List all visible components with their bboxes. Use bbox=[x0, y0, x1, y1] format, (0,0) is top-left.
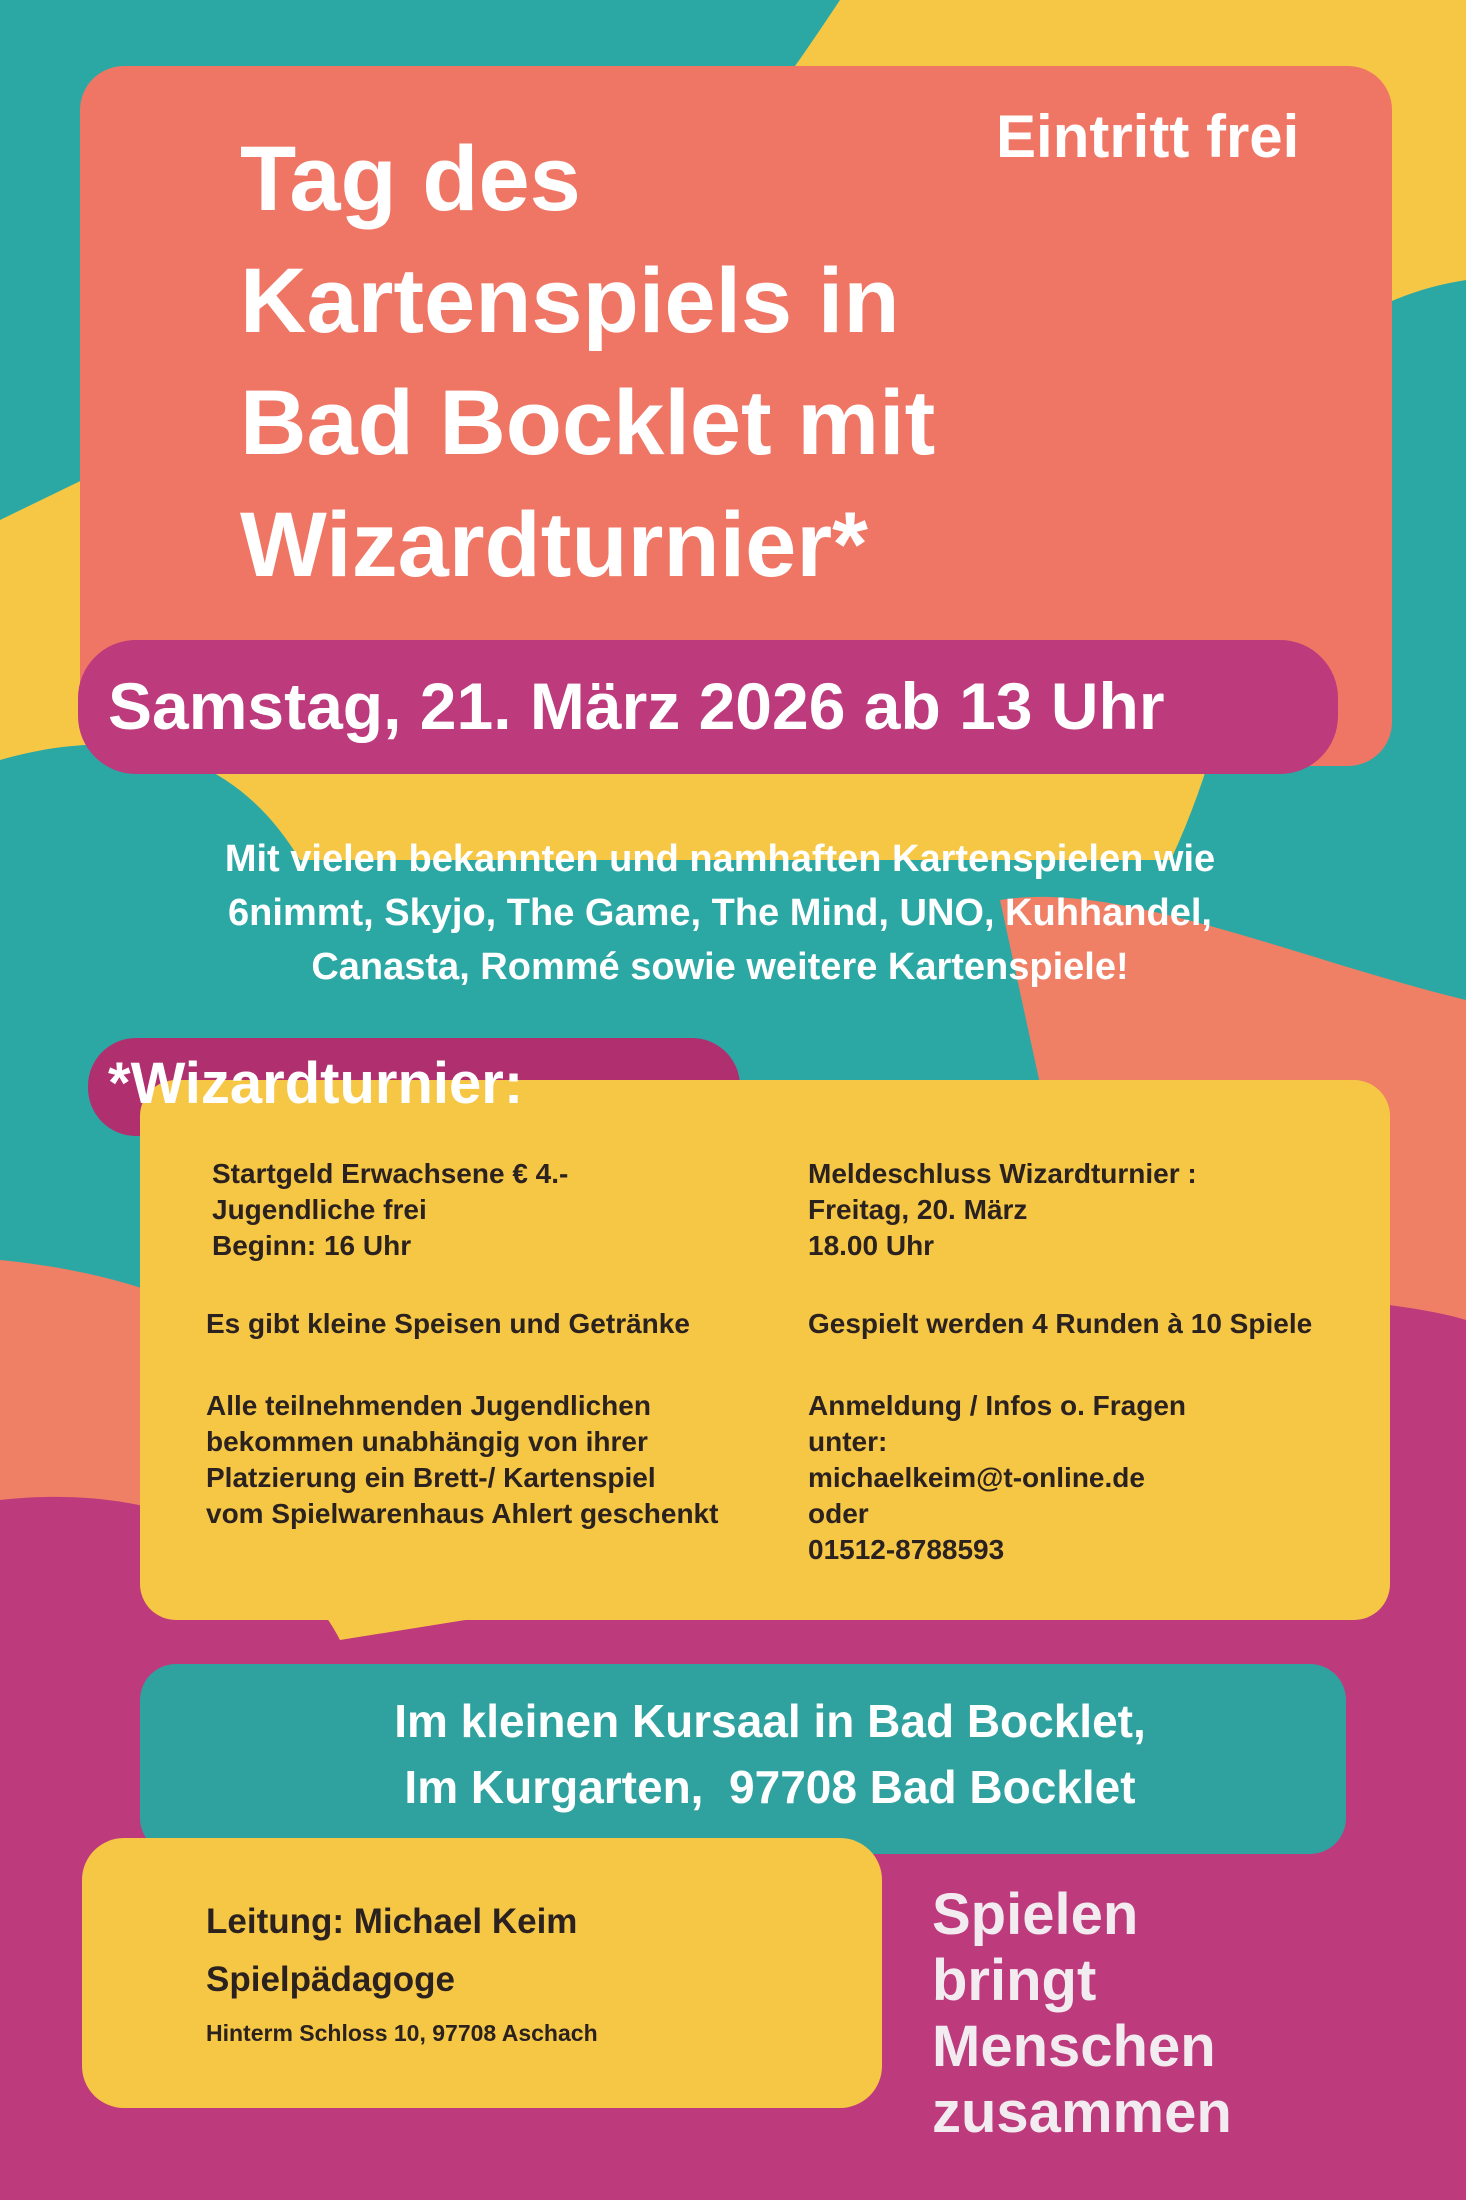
contact-email[interactable]: michaelkeim@t-online.de bbox=[808, 1462, 1145, 1493]
slogan-line: zusammen bbox=[932, 2080, 1232, 2145]
leader-name: Leitung: Michael Keim bbox=[206, 1902, 578, 1941]
event-date: Samstag, 21. März 2026 ab 13 Uhr bbox=[108, 669, 1165, 743]
location-line: Im Kurgarten, 97708 Bad Bocklet bbox=[404, 1761, 1136, 1813]
wizard-heading: *Wizardturnier: bbox=[108, 1051, 524, 1116]
slogan-line: Menschen bbox=[932, 2014, 1216, 2079]
fee-line: Beginn: 16 Uhr bbox=[212, 1230, 412, 1261]
contact-phone[interactable]: 01512-8788593 bbox=[808, 1534, 1005, 1565]
fee-line: Startgeld Erwachsene € 4.- bbox=[212, 1158, 569, 1189]
contact-line: Anmeldung / Infos o. Fragen bbox=[808, 1390, 1186, 1421]
deadline-line: 18.00 Uhr bbox=[808, 1230, 935, 1261]
contact-line: unter: bbox=[808, 1426, 888, 1457]
slogan-line: bringt bbox=[932, 1948, 1097, 2013]
leader-role: Spielpädagoge bbox=[206, 1960, 455, 1999]
slogan bbox=[932, 1882, 1232, 2146]
poster-title: Tag des Kartenspiels in Bad Bocklet mit Wizardturnier* bbox=[240, 128, 936, 596]
food-note: Es gibt kleine Speisen und Getränke bbox=[206, 1308, 690, 1339]
entry-free-badge: Eintritt frei bbox=[996, 103, 1300, 170]
prize-line: bekommen unabhängig von ihrer bbox=[206, 1426, 648, 1457]
prize-line: vom Spielwarenhaus Ahlert geschenkt bbox=[206, 1498, 719, 1529]
slogan-line: Spielen bbox=[932, 1882, 1139, 1947]
rounds-note: Gespielt werden 4 Runden à 10 Spiele bbox=[808, 1308, 1313, 1339]
leader-address: Hinterm Schloss 10, 97708 Aschach bbox=[206, 2020, 598, 2046]
deadline-line: Freitag, 20. März bbox=[808, 1194, 1028, 1225]
fees-block bbox=[212, 1156, 568, 1264]
intro-line: Canasta, Rommé sowie weitere Kartenspiele! bbox=[311, 946, 1129, 988]
intro-line: 6nimmt, Skyjo, The Game, The Mind, UNO, Kuhhandel, bbox=[228, 892, 1212, 934]
intro-line: Mit vielen bekannten und namhaften Kartenspielen wie bbox=[224, 838, 1216, 880]
intro-text bbox=[120, 832, 1320, 994]
prize-line: Alle teilnehmenden Jugendlichen bbox=[206, 1390, 651, 1421]
location-text bbox=[200, 1688, 1340, 1820]
fee-line: Jugendliche frei bbox=[212, 1194, 427, 1225]
deadline-block bbox=[808, 1156, 1197, 1264]
prize-block bbox=[206, 1388, 718, 1532]
deadline-line: Meldeschluss Wizardturnier : bbox=[808, 1158, 1197, 1189]
prize-line: Platzierung ein Brett-/ Kartenspiel bbox=[206, 1462, 656, 1493]
location-line: Im kleinen Kursaal in Bad Bocklet, bbox=[394, 1695, 1146, 1747]
contact-line: oder bbox=[808, 1498, 869, 1529]
contact-block bbox=[808, 1388, 1186, 1568]
